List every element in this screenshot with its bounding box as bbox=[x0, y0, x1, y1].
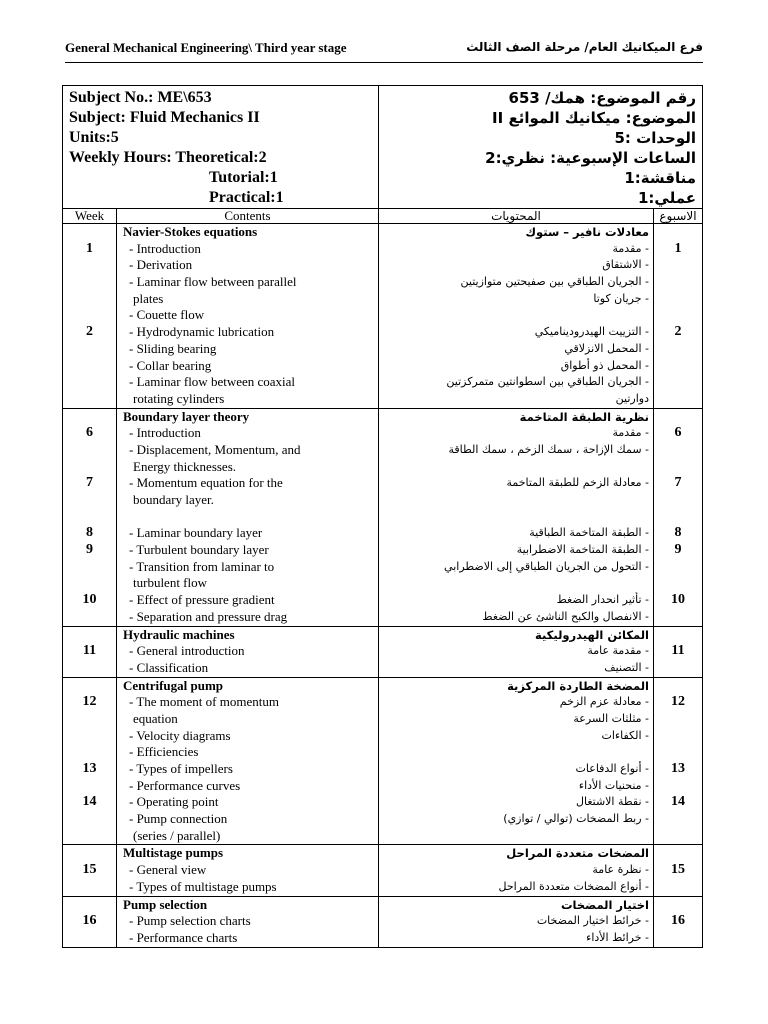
week-number-ar-cell bbox=[654, 408, 703, 626]
spacer bbox=[654, 660, 702, 677]
right-week-number: 10 bbox=[671, 592, 685, 608]
spacer bbox=[654, 509, 702, 526]
spacer bbox=[654, 442, 702, 459]
left-week-number: 15 bbox=[82, 862, 97, 878]
topic-item-ar: - أنواع الدفاعات bbox=[575, 762, 649, 775]
topic-item-ar: - التزييت الهيدروديناميكي bbox=[534, 325, 649, 339]
topic-item: - Displacement, Momentum, and bbox=[129, 441, 301, 457]
topic-item: boundary layer. bbox=[133, 492, 214, 507]
week-ar-header: الاسبوع bbox=[654, 209, 703, 224]
left-week-number: 13 bbox=[82, 761, 97, 776]
contents-cell bbox=[117, 845, 379, 896]
section-title: Navier-Stokes equations bbox=[123, 224, 258, 239]
units: Units:5 bbox=[69, 129, 119, 146]
topic-item bbox=[123, 509, 378, 526]
spacer bbox=[654, 897, 702, 914]
spacer bbox=[63, 409, 116, 426]
header-rule bbox=[65, 62, 703, 63]
week-number-ar-cell bbox=[654, 896, 703, 947]
topic-item-ar: - نظرة عامة bbox=[592, 863, 649, 877]
topic-item: - Introduction bbox=[129, 240, 201, 256]
topic-item: - Pump connection bbox=[129, 811, 228, 827]
week-number-cell bbox=[63, 408, 117, 626]
spacer bbox=[654, 930, 702, 947]
left-week-number: 7 bbox=[86, 475, 93, 491]
topic-item-ar bbox=[379, 744, 649, 761]
topic-item: - Hydrodynamic lubrication bbox=[129, 324, 275, 340]
contents-header: Contents bbox=[117, 209, 379, 224]
topic-item: - Couette flow bbox=[129, 307, 205, 323]
topic-item-ar: - معادلة عزم الزخم bbox=[559, 695, 649, 709]
contents-ar-cell bbox=[379, 626, 654, 677]
topic-item-ar: - أنواع المضخات متعددة المراحل bbox=[498, 879, 649, 893]
subject-name-ar: الموضوع: ميكانيك الموائع II bbox=[492, 109, 697, 127]
topic-item-ar bbox=[379, 575, 649, 592]
topic-item: - Efficiencies bbox=[129, 744, 199, 760]
topic-item: - Turbulent boundary layer bbox=[129, 542, 269, 558]
column-header-row bbox=[63, 209, 703, 224]
spacer bbox=[654, 744, 702, 761]
topic-item-ar: - الانفصال والكبح الناشئ عن الضغط bbox=[482, 609, 649, 623]
spacer bbox=[63, 828, 116, 845]
spacer bbox=[654, 291, 702, 308]
spacer bbox=[654, 609, 702, 626]
spacer bbox=[63, 291, 116, 308]
subject-number: Subject No.: ME\653 bbox=[69, 89, 212, 106]
weekly-hours-ar: الساعات الإسبوعية: نظري:2 bbox=[485, 149, 697, 167]
contents-cell bbox=[117, 677, 379, 845]
topic-item: - The moment of momentum bbox=[129, 694, 279, 710]
topic-item-ar bbox=[379, 492, 649, 509]
topic-item: rotating cylinders bbox=[133, 390, 225, 406]
section-title: Boundary layer theory bbox=[123, 408, 250, 424]
spacer bbox=[654, 391, 702, 408]
right-week-number bbox=[654, 341, 702, 358]
topic-item: - Introduction bbox=[129, 425, 201, 441]
right-week-number: 6 bbox=[674, 425, 682, 441]
topic-item: - Laminar flow between parallel bbox=[129, 274, 297, 290]
topic-item-ar: - مقدمة bbox=[612, 241, 649, 255]
spacer bbox=[654, 307, 702, 324]
section-title-ar: اختيار المضخات bbox=[560, 897, 649, 912]
spacer bbox=[654, 845, 702, 862]
topic-item-ar: - الطبقة المتاخمة الاضطرابية bbox=[516, 543, 649, 557]
left-week-number: 12 bbox=[82, 694, 97, 710]
topic-item-ar: - منحنيات الأداء bbox=[578, 778, 649, 792]
topic-item-ar: - مثلثات السرعة bbox=[573, 711, 649, 725]
left-week-number: 16 bbox=[82, 913, 97, 929]
contents-ar-cell bbox=[379, 677, 654, 845]
right-week-number: 11 bbox=[671, 643, 685, 659]
section-title: Pump selection bbox=[123, 896, 208, 912]
topic-item: - Performance curves bbox=[129, 777, 241, 793]
spacer bbox=[63, 930, 116, 947]
spacer bbox=[654, 828, 702, 845]
subject-name: Subject: Fluid Mechanics II bbox=[69, 109, 260, 126]
spacer bbox=[654, 358, 702, 375]
practical-hours: Practical:1 bbox=[209, 189, 284, 206]
left-week-number: 11 bbox=[82, 643, 97, 659]
topic-item: - Laminar flow between coaxial bbox=[129, 374, 296, 390]
topic-item: - Derivation bbox=[129, 257, 193, 273]
contents-ar-cell bbox=[379, 845, 654, 896]
left-week-number bbox=[63, 374, 116, 391]
spacer bbox=[63, 609, 116, 626]
header-right-text: فرع الميكانيك العام/ مرحلة الصف الثالث bbox=[466, 40, 703, 54]
units-ar: الوحدات :5 bbox=[614, 129, 697, 147]
spacer bbox=[654, 879, 702, 896]
contents-cell bbox=[117, 896, 379, 947]
right-week-number bbox=[654, 274, 702, 291]
spacer bbox=[63, 711, 116, 728]
left-week-number: 1 bbox=[86, 240, 93, 256]
spacer bbox=[63, 559, 116, 576]
header-left-text: General Mechanical Engineering\ Third year stage bbox=[65, 40, 347, 55]
section-title-ar: المضخات متعددة المراحل bbox=[506, 846, 649, 861]
topic-item-ar: - التصنيف bbox=[604, 660, 649, 674]
info-row bbox=[63, 86, 703, 209]
contents-cell bbox=[117, 224, 379, 409]
topic-item-ar: دوارتين bbox=[615, 391, 649, 405]
right-week-number: 8 bbox=[674, 525, 682, 541]
topic-item: - Pump selection charts bbox=[129, 913, 251, 929]
week-number-cell bbox=[63, 896, 117, 947]
topic-item: Energy thicknesses. bbox=[133, 458, 237, 474]
right-week-number: 16 bbox=[671, 913, 685, 929]
syllabus-table bbox=[62, 85, 703, 948]
week-number-ar-cell bbox=[654, 224, 703, 409]
topic-item: - Types of impellers bbox=[129, 761, 233, 776]
spacer bbox=[654, 575, 702, 592]
topic-item-ar: - معادلة الزخم للطبقة المتاخمة bbox=[506, 476, 649, 490]
topic-item-ar: - الاشتقاق bbox=[602, 258, 649, 272]
spacer bbox=[63, 442, 116, 459]
contents-ar-cell bbox=[379, 224, 654, 409]
spacer bbox=[654, 257, 702, 274]
spacer bbox=[63, 778, 116, 795]
topic-item: - Classification bbox=[129, 659, 209, 675]
topic-item-ar: - نقطة الاشتغال bbox=[575, 795, 649, 809]
topic-item: - General view bbox=[129, 862, 207, 878]
left-week-number: 10 bbox=[82, 592, 97, 608]
spacer bbox=[63, 660, 116, 677]
spacer bbox=[63, 627, 116, 644]
right-week-number: 14 bbox=[671, 794, 685, 810]
practical-hours-ar: عملي:1 bbox=[637, 189, 697, 207]
spacer bbox=[63, 744, 116, 761]
info-arabic bbox=[379, 86, 703, 209]
contents-cell bbox=[117, 626, 379, 677]
topic-item-ar: - التحول من الجريان الطباقي إلى الاضطرابي bbox=[444, 559, 649, 573]
left-week-number: 2 bbox=[86, 324, 93, 340]
week-number-cell bbox=[63, 626, 117, 677]
left-week-number bbox=[63, 341, 116, 358]
topic-item-ar: - مقدمة bbox=[612, 426, 649, 440]
spacer bbox=[63, 509, 116, 526]
spacer bbox=[654, 811, 702, 828]
section-row bbox=[63, 677, 703, 845]
section-title-ar: معادلات نافير – ستوك bbox=[525, 225, 649, 239]
section-row bbox=[63, 408, 703, 626]
topic-item-ar: - المحمل ذو أطواق bbox=[560, 358, 649, 372]
spacer bbox=[63, 307, 116, 324]
section-title: Centrifugal pump bbox=[123, 677, 224, 693]
topic-item: - Transition from laminar to bbox=[129, 558, 275, 574]
left-week-number bbox=[63, 274, 116, 291]
week-number-cell bbox=[63, 677, 117, 845]
spacer bbox=[654, 224, 702, 241]
spacer bbox=[63, 257, 116, 274]
right-week-number bbox=[654, 374, 702, 391]
left-week-number: 9 bbox=[86, 542, 93, 558]
week-number-cell bbox=[63, 845, 117, 896]
topic-item-ar bbox=[379, 459, 649, 476]
week-number-ar-cell bbox=[654, 677, 703, 845]
section-row bbox=[63, 626, 703, 677]
spacer bbox=[63, 678, 116, 695]
section-title-ar: المكائن الهيدروليكية bbox=[535, 627, 649, 642]
spacer bbox=[63, 575, 116, 592]
spacer bbox=[654, 409, 702, 426]
topic-item: - Performance charts bbox=[129, 929, 238, 945]
spacer bbox=[654, 459, 702, 476]
section-title-ar: نظرية الطبقة المتاخمة bbox=[519, 409, 649, 424]
topic-item: - Laminar boundary layer bbox=[129, 525, 263, 541]
left-week-number: 14 bbox=[82, 794, 97, 810]
spacer bbox=[63, 728, 116, 745]
left-week-number: 6 bbox=[86, 425, 93, 441]
topic-item: plates bbox=[133, 290, 164, 306]
topic-item-ar: - المحمل الانزلاقي bbox=[564, 341, 649, 355]
topic-item-ar: - الجريان الطباقي بين اسطوانتين متمركزتين bbox=[446, 375, 649, 389]
spacer bbox=[63, 358, 116, 375]
spacer bbox=[654, 728, 702, 745]
spacer bbox=[63, 224, 116, 241]
spacer bbox=[654, 678, 702, 695]
tutorial-hours: Tutorial:1 bbox=[209, 169, 278, 186]
subject-number-ar: رقم الموضوع: همك/ 653 bbox=[508, 89, 697, 107]
topic-item: - Effect of pressure gradient bbox=[129, 592, 275, 608]
week-header: Week bbox=[63, 209, 117, 224]
topic-item-ar: - الجريان الطباقي بين صفيحتين متوازيتين bbox=[460, 275, 649, 289]
topic-item-ar bbox=[379, 828, 649, 845]
spacer bbox=[654, 711, 702, 728]
spacer bbox=[63, 811, 116, 828]
spacer bbox=[63, 459, 116, 476]
right-week-number: 1 bbox=[674, 240, 682, 256]
topic-item: - General introduction bbox=[129, 643, 245, 659]
right-week-number: 9 bbox=[674, 542, 682, 558]
spacer bbox=[63, 391, 116, 408]
topic-item: - Sliding bearing bbox=[129, 340, 217, 356]
topic-item: - Operating point bbox=[129, 794, 219, 810]
topic-item: (series / parallel) bbox=[133, 827, 221, 843]
topic-item-ar: - الطبقة المتاخمة الطباقية bbox=[529, 526, 649, 540]
section-row bbox=[63, 896, 703, 947]
section-title: Hydraulic machines bbox=[123, 626, 235, 642]
topic-item: turbulent flow bbox=[133, 575, 208, 591]
contents-ar-header: المحتويات bbox=[379, 209, 654, 224]
spacer bbox=[63, 492, 116, 509]
left-week-number: 8 bbox=[86, 525, 93, 541]
info-english bbox=[63, 86, 379, 209]
topic-item: - Separation and pressure drag bbox=[129, 608, 288, 624]
spacer bbox=[654, 627, 702, 644]
right-week-number: 7 bbox=[674, 475, 682, 491]
topic-item: equation bbox=[133, 710, 178, 726]
topic-item-ar: - ربط المضخات (توالي / توازي) bbox=[503, 812, 649, 826]
spacer bbox=[654, 559, 702, 576]
spacer bbox=[63, 845, 116, 862]
week-number-ar-cell bbox=[654, 845, 703, 896]
week-number-cell bbox=[63, 224, 117, 409]
page-header bbox=[65, 40, 703, 60]
contents-ar-cell bbox=[379, 408, 654, 626]
tutorial-hours-ar: مناقشة:1 bbox=[624, 169, 697, 187]
section-row bbox=[63, 845, 703, 896]
right-week-number: 2 bbox=[674, 324, 682, 340]
spacer bbox=[63, 879, 116, 896]
topic-item: - Velocity diagrams bbox=[129, 727, 231, 743]
section-row bbox=[63, 224, 703, 409]
topic-item-ar: - الكفاءات bbox=[601, 728, 649, 742]
right-week-number: 12 bbox=[671, 694, 685, 710]
topic-item-ar: - مقدمة عامة bbox=[587, 644, 649, 658]
topic-item: - Momentum equation for the bbox=[129, 475, 283, 491]
topic-item-ar bbox=[379, 509, 649, 526]
section-title-ar: المضخة الطاردة المركزية bbox=[507, 678, 649, 693]
section-title: Multistage pumps bbox=[123, 845, 224, 861]
topic-item-ar: - خرائط الأداء bbox=[586, 930, 649, 944]
topic-item-ar: - تأثير انحدار الضغط bbox=[556, 593, 649, 607]
weekly-hours-theoretical: Weekly Hours: Theoretical:2 bbox=[69, 149, 267, 166]
topic-item-ar bbox=[379, 307, 649, 324]
topic-item-ar: - جريان كوتا bbox=[593, 291, 649, 305]
spacer bbox=[654, 492, 702, 509]
topic-item: - Collar bearing bbox=[129, 357, 212, 373]
topic-item: - Types of multistage pumps bbox=[129, 878, 277, 894]
right-week-number: 13 bbox=[671, 761, 685, 776]
topic-item-ar: - خرائط اختيار المضخات bbox=[536, 914, 649, 928]
week-number-ar-cell bbox=[654, 626, 703, 677]
right-week-number: 15 bbox=[671, 862, 685, 878]
sections-body bbox=[63, 224, 703, 948]
contents-cell bbox=[117, 408, 379, 626]
topic-item-ar: - سمك الإزاحة ، سمك الزخم ، سمك الطاقة bbox=[448, 442, 649, 456]
spacer bbox=[654, 778, 702, 795]
contents-ar-cell bbox=[379, 896, 654, 947]
spacer bbox=[63, 897, 116, 914]
